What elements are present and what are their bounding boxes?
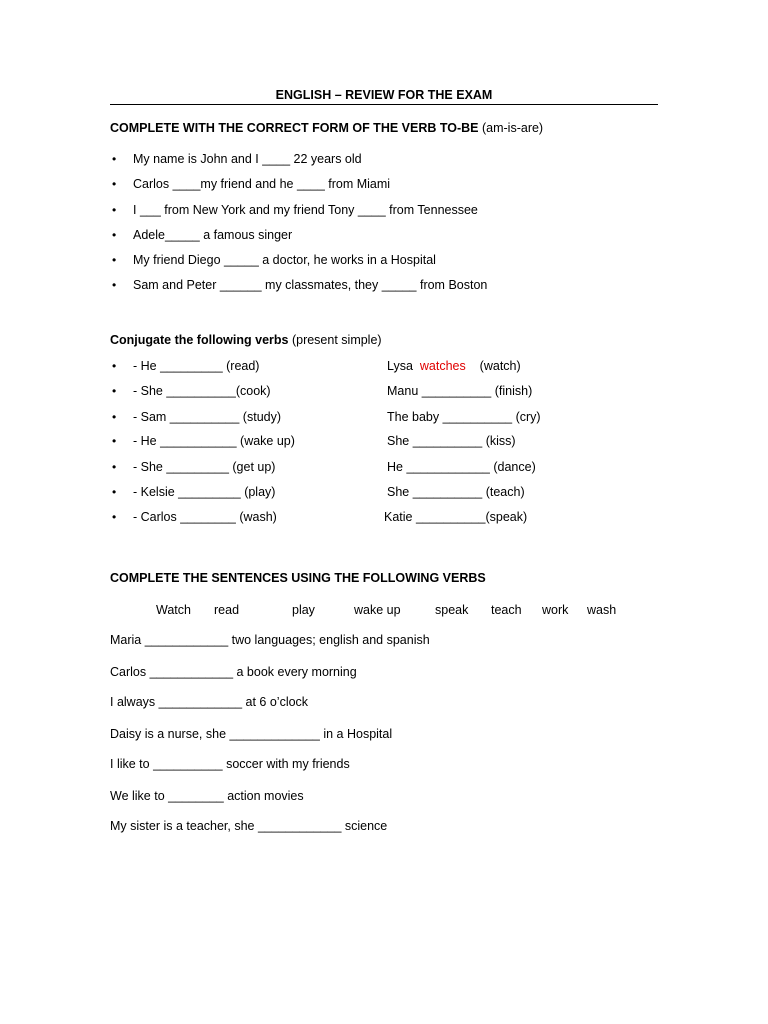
example-verb: (watch) bbox=[479, 359, 521, 373]
verb-bank-item: wash bbox=[587, 603, 617, 617]
bullet-icon: • bbox=[112, 253, 117, 267]
sentence-item: Maria ____________ two languages; english and spanish bbox=[110, 633, 430, 647]
example-subject: Lysa bbox=[387, 359, 413, 373]
verb-bank-item: work bbox=[542, 603, 569, 617]
sentence-item: My sister is a teacher, she ____________ science bbox=[110, 819, 388, 833]
bullet-icon: • bbox=[112, 384, 117, 398]
section3-heading: COMPLETE THE SENTENCES USING THE FOLLOWING VERBS bbox=[110, 571, 486, 585]
verb-bank-item: play bbox=[292, 603, 315, 617]
bullet-icon: • bbox=[112, 410, 117, 424]
bullet-icon: • bbox=[112, 177, 117, 191]
example-answer: watches bbox=[419, 359, 466, 373]
list-item: Manu __________ (finish) bbox=[387, 384, 533, 398]
sentence-item: I always ____________ at 6 o’clock bbox=[110, 695, 309, 709]
bullet-icon: • bbox=[112, 203, 117, 217]
example-item bbox=[387, 359, 521, 373]
list-item: Katie __________(speak) bbox=[384, 510, 528, 524]
page-title: ENGLISH – REVIEW FOR THE EXAM bbox=[275, 88, 493, 102]
verb-bank-item: Watch bbox=[156, 603, 191, 617]
section1-heading bbox=[110, 121, 543, 135]
bullet-icon: • bbox=[112, 359, 117, 373]
list-item: The baby __________ (cry) bbox=[387, 410, 541, 424]
sentence-item: Daisy is a nurse, she _____________ in a Hospital bbox=[110, 727, 393, 741]
bullet-icon: • bbox=[112, 485, 117, 499]
verb-bank-item: teach bbox=[491, 603, 522, 617]
verb-bank-item: speak bbox=[435, 603, 469, 617]
section2-heading bbox=[110, 333, 382, 347]
list-item: He ____________ (dance) bbox=[387, 460, 536, 474]
section2-heading-bold: Conjugate the following verbs bbox=[110, 333, 289, 347]
worksheet-page: ENGLISH – REVIEW FOR THE EXAM COMPLETE WITH THE CORRECT FORM OF THE VERB TO-BE (am-is-are) • My name is John and I ____ 22 years old • Carlos ____my friend and he ____ from Miami • I ___ from New York and my friend Tony ____ from Tennessee • Adele_____ a famous singer • My friend Diego _____ a doctor, he works in a Hospital • Sam and Peter ______ my classmates, they _____ from Boston Conjugate the following verbs (present simple) • - He _________ (read) • - She __________(cook) • - Sam __________ (study) • - He ___________ (wake up) • - She _________ (get up) • - Kelsie _________ (play) • - Carlos ________ (wash) Lysa watches (watch) Manu __________ (finish) The baby __________ (cry) She __________ (kiss) He ____________ (dance) She __________ (teach) Katie __________(speak) COMPLETE THE SENTENCES USING THE FOLLOWING VERBS Watch read play wake up speak teach work wash Maria ____________ two languages; english and spanish Carlos ____________ a book every morning I always ____________ at 6 o’clock Daisy is a nurse, she _____________ in a Hospital I like to __________ soccer with my friends We like to ________ action movies My sister is a teacher, she ____________ science bbox=[0, 0, 768, 1024]
bullet-icon: • bbox=[112, 510, 117, 524]
list-item: She __________ (kiss) bbox=[387, 434, 516, 448]
sentence-item: Carlos ____________ a book every morning bbox=[110, 665, 357, 679]
title-underline bbox=[110, 104, 658, 105]
bullet-icon: • bbox=[112, 228, 117, 242]
bullet-icon: • bbox=[112, 434, 117, 448]
sentence-item: We like to ________ action movies bbox=[110, 789, 304, 803]
list-item: She __________ (teach) bbox=[387, 485, 525, 499]
section1-heading-rest: (am-is-are) bbox=[478, 121, 544, 135]
verb-bank-item: read bbox=[214, 603, 240, 617]
bullet-icon: • bbox=[112, 460, 117, 474]
section1-heading-bold: COMPLETE WITH THE CORRECT FORM OF THE VERB TO-BE bbox=[110, 121, 479, 135]
sentence-item: I like to __________ soccer with my friends bbox=[110, 757, 350, 771]
bullet-icon: • bbox=[112, 278, 117, 292]
verb-bank-item: wake up bbox=[354, 603, 401, 617]
bullet-icon: • bbox=[112, 152, 117, 166]
section2-heading-rest: (present simple) bbox=[288, 333, 382, 347]
